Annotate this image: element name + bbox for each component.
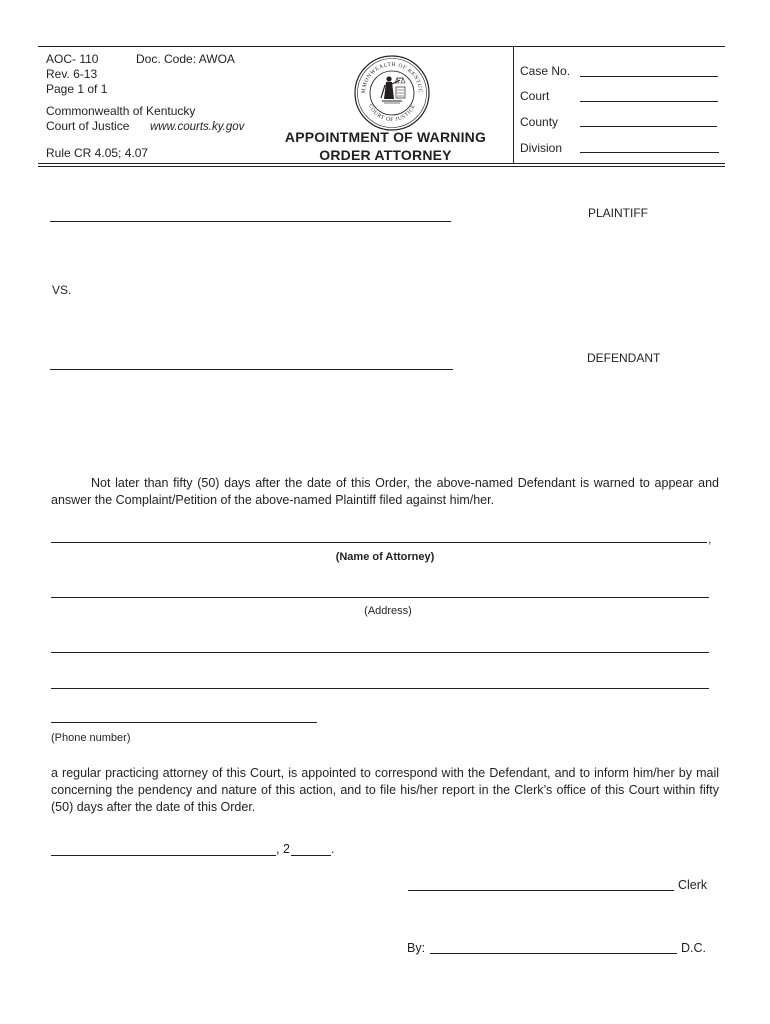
rule-reference: Rule CR 4.05; 4.07 <box>46 146 149 160</box>
division-label: Division <box>520 141 563 155</box>
court-of-justice: Court of Justice <box>46 119 130 133</box>
page-info: Page 1 of 1 <box>46 82 108 96</box>
phone-label: (Phone number) <box>51 732 131 744</box>
form-title-line1: APPOINTMENT OF WARNING <box>284 129 487 145</box>
clerk-signature-field[interactable] <box>408 890 674 891</box>
defendant-label: DEFENDANT <box>587 351 661 365</box>
doc-code: Doc. Code: AWOA <box>136 52 235 66</box>
commonwealth: Commonwealth of Kentucky <box>46 104 196 118</box>
website: www.courts.ky.gov <box>150 121 245 133</box>
defendant-name-field[interactable] <box>50 369 453 370</box>
vs-label: VS. <box>52 283 72 297</box>
header-top-rule <box>38 46 725 47</box>
seal-text-top: MMONWEALTH OF KENTUC <box>360 61 424 94</box>
date-field[interactable] <box>51 855 276 856</box>
name-of-attorney-label: (Name of Attorney) <box>335 551 435 563</box>
plaintiff-name-field[interactable] <box>50 221 451 222</box>
phone-number-field[interactable] <box>51 722 317 723</box>
address-line-3[interactable] <box>51 688 709 689</box>
county-field[interactable] <box>580 126 717 127</box>
division-field[interactable] <box>580 152 719 153</box>
attorney-name-field[interactable] <box>51 542 707 543</box>
address-line-1[interactable] <box>51 597 709 598</box>
address-label: (Address) <box>364 605 412 617</box>
seal-text-bottom: COURT OF JUSTICE <box>366 103 418 124</box>
appointment-paragraph: a regular practicing attorney of this Court, is appointed to correspond with the Defendant, and to inform him/her by mail concerning the pendency and nature of this action, and to file his/her report in the Clerk’s office of this Court within fifty (50) days after the date of this Order. <box>51 766 719 814</box>
deputy-clerk-signature-field[interactable] <box>430 953 677 954</box>
year-field[interactable] <box>291 855 331 856</box>
header-divider <box>513 46 514 163</box>
form-id: AOC- 110 <box>46 52 99 66</box>
date-end: . <box>331 842 335 856</box>
revision: Rev. 6-13 <box>46 67 98 81</box>
kentucky-seal <box>353 54 431 132</box>
court-field[interactable] <box>580 101 718 102</box>
dc-label: D.C. <box>681 941 706 955</box>
case-no-label: Case No. <box>520 64 571 78</box>
plaintiff-label: PLAINTIFF <box>588 206 649 220</box>
county-label: County <box>520 115 559 129</box>
by-label: By: <box>407 941 426 955</box>
warning-paragraph: Not later than fifty (50) days after the date of this Order, the above-named Defendant is warned to appear and answer the Complaint/Petition of the above-named Plaintiff filed against him/her. <box>51 476 719 507</box>
header-bottom-rule-2 <box>38 166 725 167</box>
clerk-label: Clerk <box>678 878 708 892</box>
court-label: Court <box>520 89 550 103</box>
attorney-comma: , <box>708 532 712 546</box>
form-title-line2: ORDER ATTORNEY <box>319 147 452 163</box>
case-no-field[interactable] <box>580 76 718 77</box>
date-separator: , 2 <box>276 842 290 856</box>
address-line-2[interactable] <box>51 652 709 653</box>
